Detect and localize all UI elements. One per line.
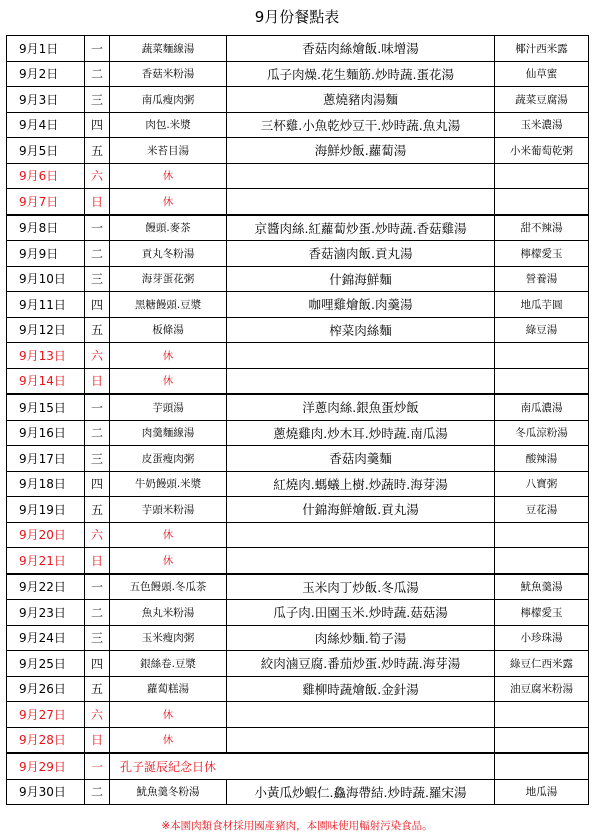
lunch-cell bbox=[227, 522, 495, 548]
date-cell: 9月16日 bbox=[7, 420, 85, 446]
weekday-cell: 三 bbox=[85, 446, 110, 472]
lunch-cell: 紅燒肉.螞蟻上樹.炒蔬時.海芽湯 bbox=[227, 471, 495, 497]
menu-row bbox=[7, 189, 589, 215]
morning-snack-cell: 黑糖饅頭.豆漿 bbox=[110, 292, 227, 318]
afternoon-snack-cell: 油豆腐米粉湯 bbox=[495, 676, 589, 702]
date-cell: 9月3日 bbox=[7, 87, 85, 113]
morning-snack-cell: 米苔目湯 bbox=[110, 138, 227, 164]
morning-snack-cell: 休 bbox=[110, 522, 227, 548]
menu-row bbox=[7, 497, 589, 523]
afternoon-cell bbox=[495, 753, 589, 779]
lunch-cell: 絞肉滷豆腐.番茄炒蛋.炒時蔬.海芽湯 bbox=[227, 651, 495, 677]
menu-row bbox=[7, 266, 589, 292]
lunch-cell bbox=[227, 343, 495, 369]
weekday-cell: 二 bbox=[85, 61, 110, 87]
afternoon-snack-cell bbox=[495, 548, 589, 574]
date-cell: 9月2日 bbox=[7, 61, 85, 87]
morning-snack-cell: 肉羹麵線湯 bbox=[110, 420, 227, 446]
afternoon-snack-cell: 檸檬愛玉 bbox=[495, 241, 589, 267]
date-cell: 9月15日 bbox=[7, 394, 85, 420]
date-cell: 9月5日 bbox=[7, 138, 85, 164]
menu-row bbox=[7, 574, 589, 600]
weekday-cell: 六 bbox=[85, 522, 110, 548]
morning-snack-cell: 海芽蛋花粥 bbox=[110, 266, 227, 292]
date-cell: 9月8日 bbox=[7, 215, 85, 241]
morning-snack-cell: 休 bbox=[110, 548, 227, 574]
weekday-cell: 三 bbox=[85, 625, 110, 651]
menu-row bbox=[7, 420, 589, 446]
morning-snack-cell: 休 bbox=[110, 343, 227, 369]
afternoon-snack-cell: 綠豆湯 bbox=[495, 317, 589, 343]
weekday-cell: 二 bbox=[85, 241, 110, 267]
afternoon-snack-cell bbox=[495, 727, 589, 753]
morning-snack-cell: 蔬菜麵線湯 bbox=[110, 36, 227, 62]
weekday-cell: 一 bbox=[85, 394, 110, 420]
menu-row bbox=[7, 676, 589, 702]
date-cell: 9月6日 bbox=[7, 163, 85, 189]
date-cell: 9月24日 bbox=[7, 625, 85, 651]
weekday-cell: 日 bbox=[85, 189, 110, 215]
menu-row bbox=[7, 753, 589, 779]
menu-row bbox=[7, 522, 589, 548]
afternoon-snack-cell: 冬瓜涼粉湯 bbox=[495, 420, 589, 446]
date-cell: 9月23日 bbox=[7, 600, 85, 626]
afternoon-snack-cell: 南瓜濃湯 bbox=[495, 394, 589, 420]
lunch-cell: 海鮮炒飯.蘿蔔湯 bbox=[227, 138, 495, 164]
afternoon-snack-cell bbox=[495, 368, 589, 394]
weekday-cell: 二 bbox=[85, 600, 110, 626]
morning-snack-cell: 芋頭米粉湯 bbox=[110, 497, 227, 523]
lunch-cell: 肉絲炒麵.筍子湯 bbox=[227, 625, 495, 651]
weekday-cell: 一 bbox=[85, 215, 110, 241]
date-cell: 9月17日 bbox=[7, 446, 85, 472]
lunch-cell: 京醬肉絲.紅蘿蔔炒蛋.炒時蔬.香菇雞湯 bbox=[227, 215, 495, 241]
menu-row bbox=[7, 548, 589, 574]
weekday-cell: 六 bbox=[85, 343, 110, 369]
lunch-cell bbox=[227, 727, 495, 753]
morning-snack-cell: 魚丸米粉湯 bbox=[110, 600, 227, 626]
date-cell: 9月27日 bbox=[7, 702, 85, 728]
page-title: 9月份餐點表 bbox=[254, 8, 340, 26]
date-cell: 9月11日 bbox=[7, 292, 85, 318]
lunch-cell: 蔥燒豬肉湯麵 bbox=[227, 87, 495, 113]
weekday-cell: 日 bbox=[85, 727, 110, 753]
footnote: ※本園肉類食材採用國產豬肉，本園味使用輻射污染食品。 bbox=[161, 820, 433, 832]
morning-snack-cell: 休 bbox=[110, 727, 227, 753]
afternoon-snack-cell bbox=[495, 343, 589, 369]
lunch-cell: 榨菜肉絲麵 bbox=[227, 317, 495, 343]
weekday-cell: 四 bbox=[85, 292, 110, 318]
weekday-cell: 四 bbox=[85, 651, 110, 677]
weekday-cell: 一 bbox=[85, 753, 110, 779]
afternoon-snack-cell: 地瓜芋圓 bbox=[495, 292, 589, 318]
lunch-cell: 瓜子肉燥.花生麵筋.炒時蔬.蛋花湯 bbox=[227, 61, 495, 87]
lunch-cell bbox=[227, 548, 495, 574]
date-cell: 9月28日 bbox=[7, 727, 85, 753]
afternoon-snack-cell: 魷魚羹湯 bbox=[495, 574, 589, 600]
morning-snack-cell: 魷魚羹冬粉湯 bbox=[110, 779, 227, 805]
weekday-cell: 四 bbox=[85, 112, 110, 138]
morning-snack-cell: 牛奶饅頭.米漿 bbox=[110, 471, 227, 497]
lunch-cell: 洋蔥肉絲.銀魚蛋炒飯 bbox=[227, 394, 495, 420]
date-cell: 9月12日 bbox=[7, 317, 85, 343]
date-cell: 9月18日 bbox=[7, 471, 85, 497]
date-cell: 9月4日 bbox=[7, 112, 85, 138]
morning-snack-cell: 休 bbox=[110, 368, 227, 394]
morning-snack-cell: 五色饅頭.冬瓜茶 bbox=[110, 574, 227, 600]
date-cell: 9月10日 bbox=[7, 266, 85, 292]
lunch-cell: 雞柳時蔬燴飯.金針湯 bbox=[227, 676, 495, 702]
lunch-cell bbox=[227, 702, 495, 728]
date-cell: 9月13日 bbox=[7, 343, 85, 369]
weekday-cell: 三 bbox=[85, 266, 110, 292]
date-cell: 9月1日 bbox=[7, 36, 85, 62]
menu-table-body bbox=[7, 36, 589, 805]
afternoon-snack-cell: 甜不辣湯 bbox=[495, 215, 589, 241]
date-cell: 9月25日 bbox=[7, 651, 85, 677]
morning-snack-cell: 芋頭湯 bbox=[110, 394, 227, 420]
morning-snack-cell: 肉包.米漿 bbox=[110, 112, 227, 138]
menu-row bbox=[7, 779, 589, 805]
lunch-cell: 香菇肉絲燴飯.味增湯 bbox=[227, 36, 495, 62]
morning-snack-cell: 休 bbox=[110, 702, 227, 728]
lunch-cell: 什錦海鮮麵 bbox=[227, 266, 495, 292]
menu-row bbox=[7, 36, 589, 62]
date-cell: 9月9日 bbox=[7, 241, 85, 267]
morning-snack-cell: 皮蛋瘦肉粥 bbox=[110, 446, 227, 472]
lunch-cell: 蔥燒雞肉.炒木耳.炒時蔬.南瓜湯 bbox=[227, 420, 495, 446]
morning-snack-cell: 休 bbox=[110, 163, 227, 189]
date-cell: 9月14日 bbox=[7, 368, 85, 394]
menu-row bbox=[7, 112, 589, 138]
date-cell: 9月21日 bbox=[7, 548, 85, 574]
menu-row bbox=[7, 163, 589, 189]
weekday-cell: 二 bbox=[85, 420, 110, 446]
menu-row bbox=[7, 471, 589, 497]
menu-row bbox=[7, 394, 589, 420]
lunch-cell: 玉米肉丁炒飯.冬瓜湯 bbox=[227, 574, 495, 600]
date-cell: 9月7日 bbox=[7, 189, 85, 215]
afternoon-snack-cell: 地瓜湯 bbox=[495, 779, 589, 805]
lunch-cell: 香菇肉羹麵 bbox=[227, 446, 495, 472]
afternoon-snack-cell: 小米葡萄乾粥 bbox=[495, 138, 589, 164]
menu-row bbox=[7, 446, 589, 472]
date-cell: 9月19日 bbox=[7, 497, 85, 523]
afternoon-snack-cell: 八寶粥 bbox=[495, 471, 589, 497]
afternoon-snack-cell: 椰汁西米露 bbox=[495, 36, 589, 62]
morning-snack-cell: 玉米瘦肉粥 bbox=[110, 625, 227, 651]
morning-snack-cell: 銀絲卷.豆漿 bbox=[110, 651, 227, 677]
afternoon-snack-cell: 蔬菜豆腐湯 bbox=[495, 87, 589, 113]
weekday-cell: 一 bbox=[85, 574, 110, 600]
menu-row bbox=[7, 61, 589, 87]
afternoon-snack-cell bbox=[495, 189, 589, 215]
morning-snack-cell: 板條湯 bbox=[110, 317, 227, 343]
menu-row bbox=[7, 368, 589, 394]
menu-row bbox=[7, 651, 589, 677]
afternoon-snack-cell: 綠豆仁西米露 bbox=[495, 651, 589, 677]
lunch-cell bbox=[227, 163, 495, 189]
lunch-cell: 香菇滷肉飯.貢丸湯 bbox=[227, 241, 495, 267]
menu-row bbox=[7, 138, 589, 164]
morning-snack-cell: 香菇米粉湯 bbox=[110, 61, 227, 87]
morning-snack-cell: 饅頭.麥茶 bbox=[110, 215, 227, 241]
weekday-cell: 五 bbox=[85, 317, 110, 343]
afternoon-snack-cell: 營養湯 bbox=[495, 266, 589, 292]
menu-row bbox=[7, 702, 589, 728]
date-cell: 9月30日 bbox=[7, 779, 85, 805]
weekday-cell: 一 bbox=[85, 36, 110, 62]
menu-row bbox=[7, 600, 589, 626]
afternoon-snack-cell: 豆花湯 bbox=[495, 497, 589, 523]
lunch-cell bbox=[227, 189, 495, 215]
afternoon-snack-cell: 酸辣湯 bbox=[495, 446, 589, 472]
menu-row bbox=[7, 241, 589, 267]
morning-snack-cell: 休 bbox=[110, 189, 227, 215]
menu-row bbox=[7, 727, 589, 753]
lunch-cell: 咖哩雞燴飯.肉羹湯 bbox=[227, 292, 495, 318]
morning-snack-cell: 南瓜瘦肉粥 bbox=[110, 87, 227, 113]
menu-row bbox=[7, 215, 589, 241]
holiday-note-cell: 孔子誕辰紀念日休 bbox=[110, 753, 495, 779]
menu-row bbox=[7, 317, 589, 343]
morning-snack-cell: 貢丸冬粉湯 bbox=[110, 241, 227, 267]
menu-row bbox=[7, 625, 589, 651]
lunch-cell: 三杯雞.小魚乾炒豆干.炒時蔬.魚丸湯 bbox=[227, 112, 495, 138]
lunch-cell: 什錦海鮮燴飯.貢丸湯 bbox=[227, 497, 495, 523]
weekday-cell: 五 bbox=[85, 497, 110, 523]
lunch-cell: 瓜子肉.田園玉米.炒時蔬.菇菇湯 bbox=[227, 600, 495, 626]
menu-row bbox=[7, 87, 589, 113]
weekday-cell: 日 bbox=[85, 548, 110, 574]
weekday-cell: 四 bbox=[85, 471, 110, 497]
morning-snack-cell: 蘿蔔糕湯 bbox=[110, 676, 227, 702]
afternoon-snack-cell bbox=[495, 702, 589, 728]
afternoon-snack-cell bbox=[495, 522, 589, 548]
menu-row bbox=[7, 343, 589, 369]
date-cell: 9月26日 bbox=[7, 676, 85, 702]
weekday-cell: 六 bbox=[85, 163, 110, 189]
lunch-cell: 小黃瓜炒蝦仁.鱻海帶結.炒時蔬.羅宋湯 bbox=[227, 779, 495, 805]
weekday-cell: 日 bbox=[85, 368, 110, 394]
afternoon-snack-cell: 檸檬愛玉 bbox=[495, 600, 589, 626]
weekday-cell: 三 bbox=[85, 87, 110, 113]
weekday-cell: 二 bbox=[85, 779, 110, 805]
weekday-cell: 五 bbox=[85, 676, 110, 702]
afternoon-snack-cell: 仙草蜜 bbox=[495, 61, 589, 87]
lunch-cell bbox=[227, 368, 495, 394]
menu-table bbox=[6, 35, 589, 805]
date-cell: 9月22日 bbox=[7, 574, 85, 600]
menu-row bbox=[7, 292, 589, 318]
afternoon-snack-cell bbox=[495, 163, 589, 189]
weekday-cell: 五 bbox=[85, 138, 110, 164]
date-cell: 9月20日 bbox=[7, 522, 85, 548]
afternoon-snack-cell: 小珍珠湯 bbox=[495, 625, 589, 651]
weekday-cell: 六 bbox=[85, 702, 110, 728]
afternoon-snack-cell: 玉米濃湯 bbox=[495, 112, 589, 138]
date-cell: 9月29日 bbox=[7, 753, 85, 779]
